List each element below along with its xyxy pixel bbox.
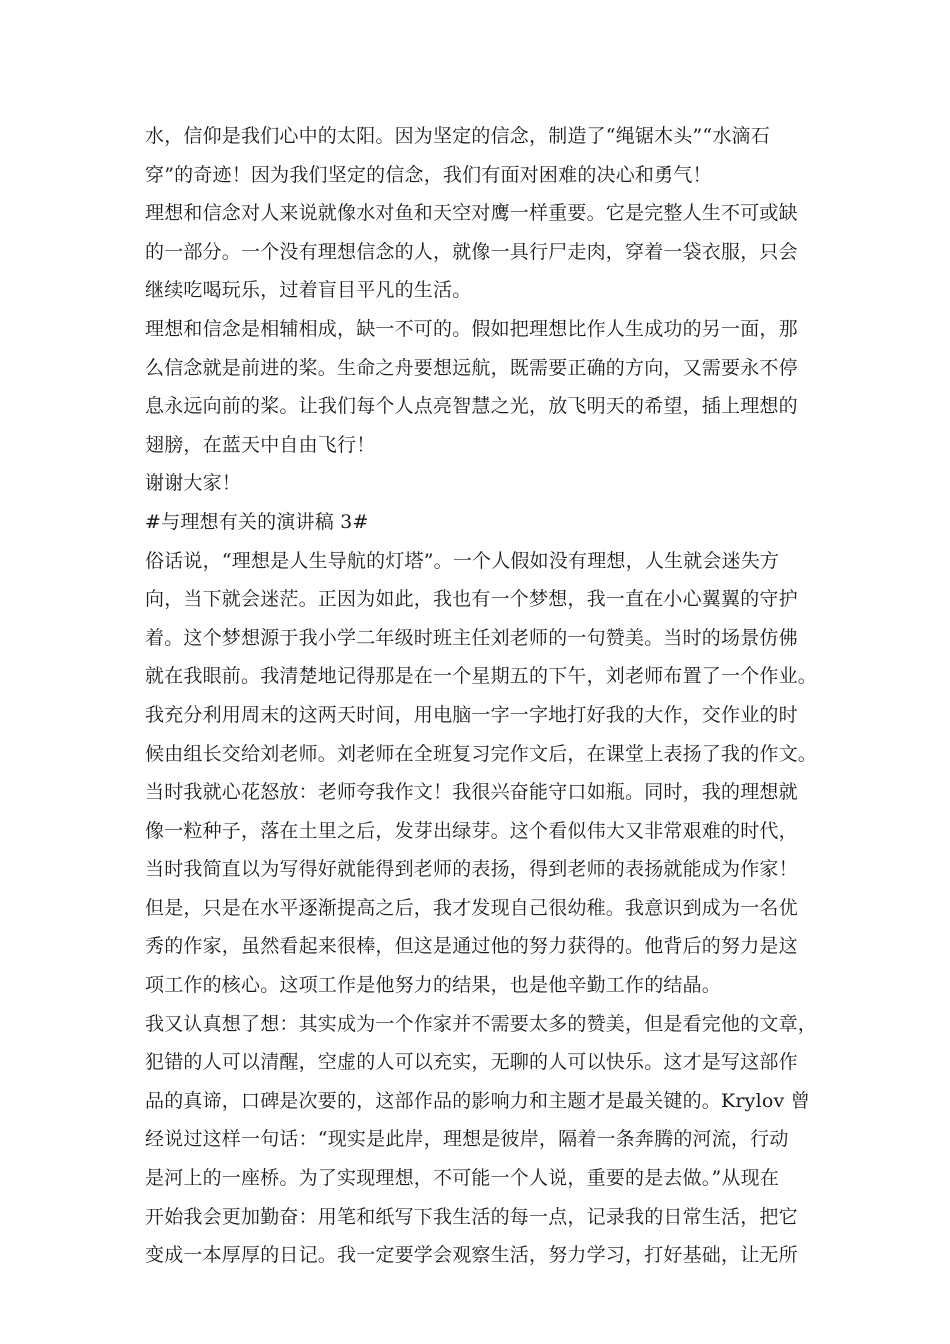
- text-line: 开始我会更加勤奋：用笔和纸写下我生活的每一点，记录我的日常生活，把它: [145, 1205, 798, 1228]
- text-line: 就在我眼前。我清楚地记得那是在一个星期五的下午，刘老师布置了一个作业。: [145, 665, 818, 688]
- text-line: 理想和信念对人来说就像水对鱼和天空对鹰一样重要。它是完整人生不可或缺: [145, 202, 798, 225]
- text-line: 谢谢大家！: [145, 472, 242, 495]
- text-line: 水，信仰是我们心中的太阳。因为坚定的信念，制造了“绳锯木头”“水滴石: [145, 125, 770, 147]
- text-line: 但是，只是在水平逐渐提高之后，我才发现自己很幼稚。我意识到成为一名优: [145, 896, 798, 919]
- text-line: 是河上的一座桥。为了实现理想，不可能一个人说，重要的是去做。”从现在: [145, 1167, 780, 1190]
- text-line: 息永远向前的桨。让我们每个人点亮智慧之光，放飞明天的希望，插上理想的: [145, 395, 798, 418]
- text-line: 理想和信念是相辅相成，缺一不可的。假如把理想比作人生成功的另一面，那: [145, 317, 798, 340]
- text-line: #与理想有关的演讲稿 3#: [145, 510, 369, 533]
- text-line: 向，当下就会迷茫。正因为如此，我也有一个梦想，我一直在小心翼翼的守护: [145, 588, 798, 611]
- text-line: 的一部分。一个没有理想信念的人，就像一具行尸走肉，穿着一袋衣服，只会: [145, 240, 798, 263]
- text-line: 我又认真想了想：其实成为一个作家并不需要太多的赞美，但是看完他的文章，: [145, 1012, 818, 1035]
- text-line: 穿”的奇迹！因为我们坚定的信念，我们有面对困难的决心和勇气！: [145, 163, 712, 186]
- text-line: 翅膀，在蓝天中自由飞行！: [145, 433, 376, 456]
- text-line: 经说过这样一句话：“现实是此岸，理想是彼岸，隔着一条奔腾的河流，行动: [145, 1128, 789, 1151]
- text-line: 秀的作家，虽然看起来很棒，但这是通过他的努力获得的。他背后的努力是这: [145, 935, 798, 958]
- text-line: 继续吃喝玩乐，过着盲目平凡的生活。: [145, 279, 472, 302]
- document-body: [145, 117, 818, 1275]
- text-line: 候由组长交给刘老师。刘老师在全班复习完作文后，在课堂上表扬了我的作文。: [145, 742, 818, 765]
- text-line: 犯错的人可以清醒，空虚的人可以充实，无聊的人可以快乐。这才是写这部作: [145, 1051, 798, 1074]
- text-line: 当时我简直以为写得好就能得到老师的表扬，得到老师的表扬就能成为作家！: [145, 858, 798, 881]
- text-line: 俗话说，“理想是人生导航的灯塔”。一个人假如没有理想，人生就会迷失方: [145, 549, 780, 572]
- text-line: 项工作的核心。这项工作是他努力的结果，也是他辛勤工作的结晶。: [145, 974, 722, 997]
- text-line: 我充分利用周末的这两天时间，用电脑一字一字地打好我的大作，交作业的时: [145, 703, 798, 726]
- text-line: 像一粒种子，落在土里之后，发芽出绿芽。这个看似伟大又非常艰难的时代，: [145, 819, 798, 842]
- text-line: 着。这个梦想源于我小学二年级时班主任刘老师的一句赞美。当时的场景仿佛: [145, 626, 798, 649]
- text-line: 当时我就心花怒放：老师夸我作文！我很兴奋能守口如瓶。同时，我的理想就: [145, 781, 798, 804]
- text-line: 变成一本厚厚的日记。我一定要学会观察生活，努力学习，打好基础，让无所: [145, 1244, 798, 1267]
- text-line: 品的真谛，口碑是次要的，这部作品的影响力和主题才是最关键的。Krylov 曾: [145, 1089, 810, 1112]
- text-line: 么信念就是前进的桨。生命之舟要想远航，既需要正确的方向，又需要永不停: [145, 356, 798, 379]
